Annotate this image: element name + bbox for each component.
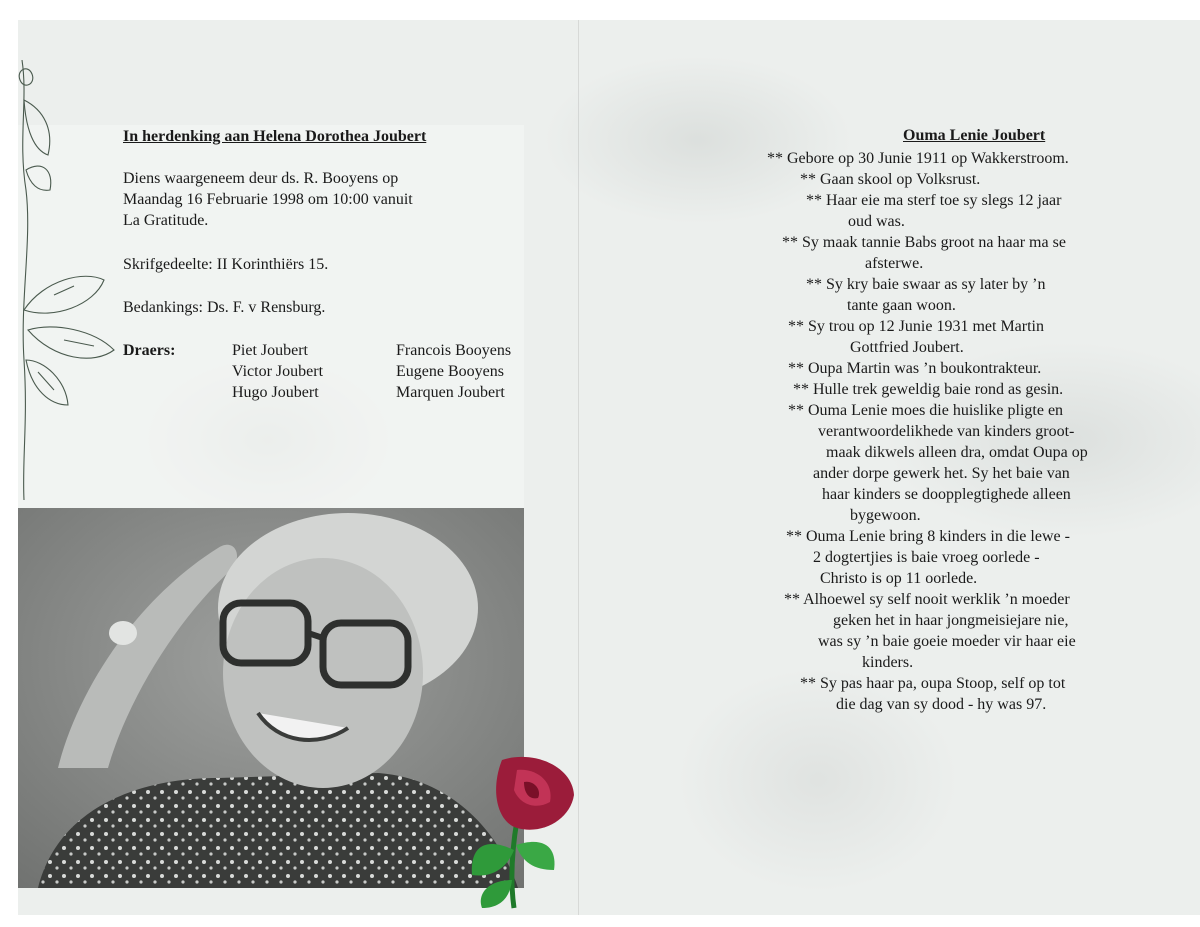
bio-line: 2 dogtertjies is baie vroeg oorlede -	[813, 549, 1040, 566]
bearer-name: Marquen Joubert	[396, 384, 505, 401]
bio-line: ** Hulle trek geweldig baie rond as gesin.	[793, 381, 1064, 398]
bio-line: Christo is op 11 oorlede.	[820, 570, 978, 587]
service-line: Maandag 16 Februarie 1998 om 10:00 vanuit	[123, 191, 413, 208]
portrait-photo	[18, 508, 524, 888]
bio-line: oud was.	[848, 213, 905, 230]
bearer-name: Hugo Joubert	[232, 384, 319, 401]
bearer-name: Francois Booyens	[396, 342, 512, 359]
service-line: Diens waargeneem deur ds. R. Booyens op	[123, 170, 399, 187]
bio-line: afsterwe.	[865, 255, 924, 272]
bio-line: ** Alhoewel sy self nooit werklik ’n moeder	[784, 591, 1070, 608]
bio-line: maak dikwels alleen dra, omdat Oupa op	[826, 444, 1088, 461]
memorial-title: In herdenking aan Helena Dorothea Joubert	[123, 128, 427, 145]
bio-line: ** Sy trou op 12 Junie 1931 met Martin	[788, 318, 1044, 335]
thanks-line: Bedankings: Ds. F. v Rensburg.	[123, 299, 326, 316]
bearer-name: Piet Joubert	[232, 342, 308, 359]
bearers-label: Draers:	[123, 342, 176, 359]
scripture-line: Skrifgedeelte: II Korinthiërs 15.	[123, 256, 329, 273]
bio-line: Gottfried Joubert.	[850, 339, 964, 356]
bio-line: ** Ouma Lenie bring 8 kinders in die lewe -	[786, 528, 1070, 545]
bio-line: tante gaan woon.	[847, 297, 956, 314]
bio-line: was sy ’n baie goeie moeder vir haar eie	[818, 633, 1076, 650]
bio-line: ** Oupa Martin was ’n boukontrakteur.	[788, 360, 1042, 377]
bio-line: die dag van sy dood - hy was 97.	[836, 696, 1047, 713]
rose-vine-illustration	[14, 60, 134, 500]
service-line: La Gratitude.	[123, 212, 209, 229]
bearer-name: Eugene Booyens	[396, 363, 504, 380]
bio-line: bygewoon.	[850, 507, 921, 524]
bio-title: Ouma Lenie Joubert	[903, 127, 1046, 144]
bio-line: ** Gebore op 30 Junie 1911 op Wakkerstroom.	[767, 150, 1069, 167]
bio-line: geken het in haar jongmeisiejare nie,	[833, 612, 1069, 629]
bio-line: haar kinders se doopplegtighede alleen	[822, 486, 1071, 503]
red-rose-sticker	[462, 750, 582, 910]
bearer-name: Victor Joubert	[232, 363, 324, 380]
bio-line: ** Sy kry baie swaar as sy later by ’n	[806, 276, 1046, 293]
bio-line: ander dorpe gewerk het. Sy het baie van	[813, 465, 1070, 482]
bio-line: ** Sy maak tannie Babs groot na haar ma se	[782, 234, 1066, 251]
bio-line: ** Sy pas haar pa, oupa Stoop, self op tot	[800, 675, 1066, 692]
bio-line: ** Gaan skool op Volksrust.	[800, 171, 981, 188]
bio-line: ** Ouma Lenie moes die huislike pligte en	[788, 402, 1064, 419]
bio-line: ** Haar eie ma sterf toe sy slegs 12 jaar	[806, 192, 1062, 209]
bio-line: verantwoordelikhede van kinders groot-	[818, 423, 1075, 440]
bio-line: kinders.	[862, 654, 914, 671]
